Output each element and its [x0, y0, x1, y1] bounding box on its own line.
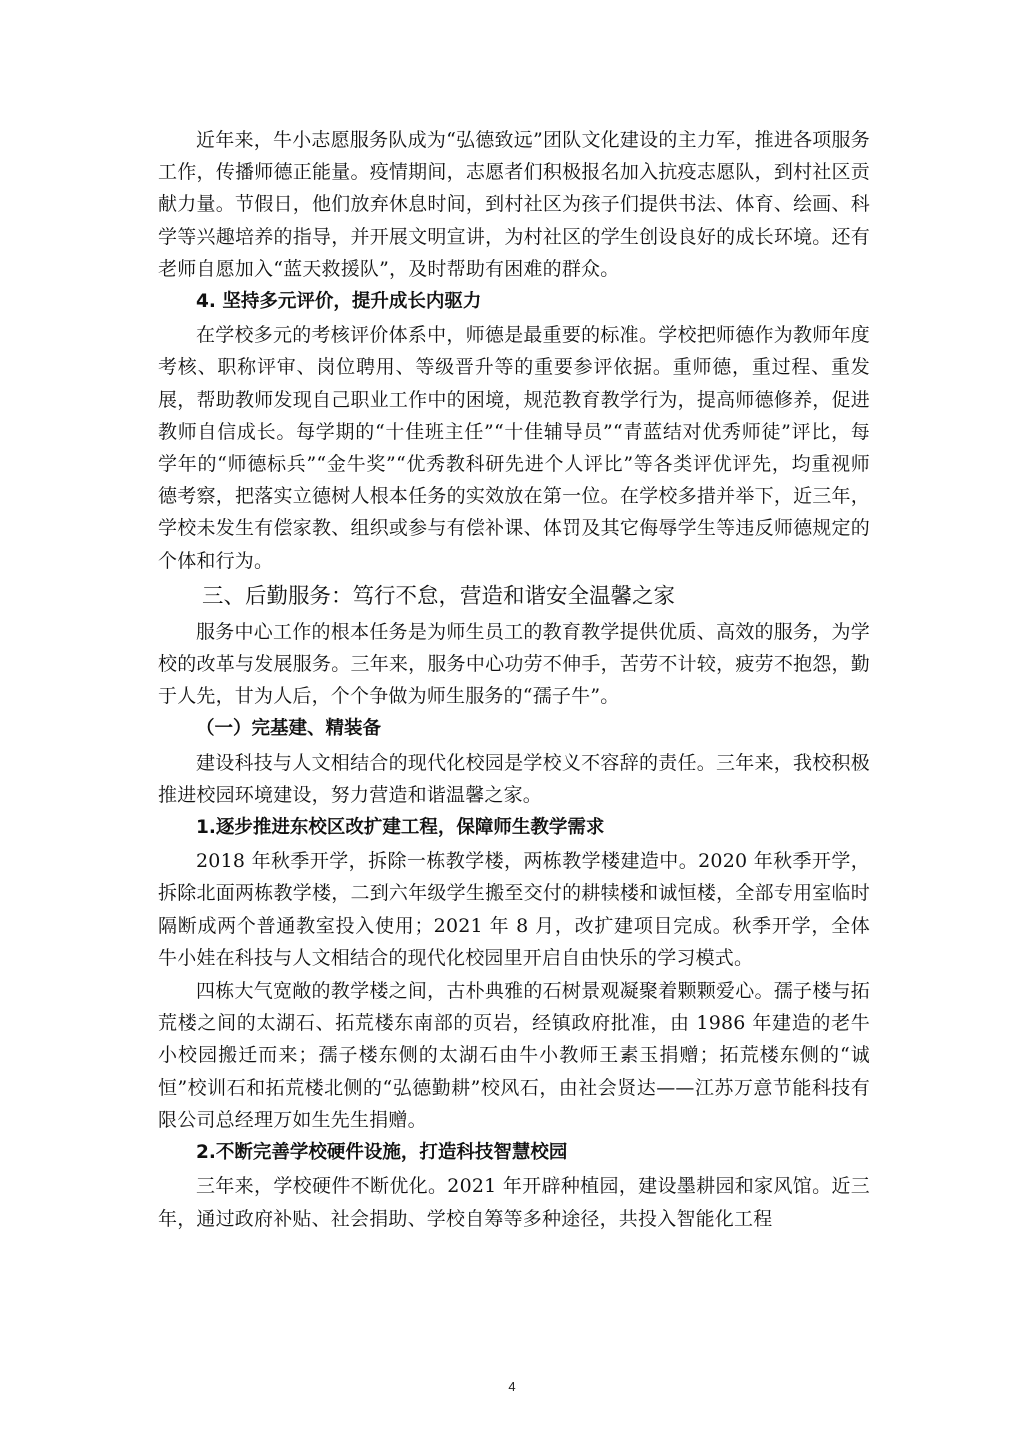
heading-logistics-service: 三、后勤服务：笃行不怠，营造和谐安全温馨之家 [202, 583, 676, 609]
heading-hardware: 2.不断完善学校硬件设施，打造科技智慧校园 [196, 1142, 568, 1164]
paragraph-stone-landscape: 四栋大气宽敞的教学楼之间，古朴典雅的石树景观凝聚着颗颗爱心。孺子楼与拓荒楼之间的太湖石、拓荒楼东南部的页岩，经镇政府批准，由 1986 年建造的老牛小校园搬迁而来；孺子楼东侧的太湖石由牛小教师王素玉捐赠；拓荒楼东侧的“诚恒”校训石和拓荒楼北侧的“弘德勤耕”校风石，由社会贤达——江苏万意节能科技有限公司总经理万如生先生捐赠。 [158, 980, 870, 1131]
paragraph-service-center: 服务中心工作的根本任务是为师生员工的教育教学提供优质、高效的服务，为学校的改革与发展服务。三年来，服务中心功劳不伸手，苦劳不计较，疲劳不抱怨，勤于人先，甘为人后，个个争做为师生服务的“孺子牛”。 [158, 620, 870, 708]
paragraph-hardware-investment: 三年来，学校硬件不断优化。2021 年开辟种植园，建设墨耕园和家风馆。近三年，通过政府补贴、社会捐助、学校自筹等多种途径，共投入智能化工程 [158, 1175, 870, 1230]
paragraph-construction-timeline: 2018 年秋季开学，拆除一栋教学楼，两栋教学楼建造中。2020 年秋季开学，拆除北面两栋教学楼，二到六年级学生搬至交付的耕犊楼和诚恒楼，全部专用室临时隔断成两个普通教室投入使用；2021 年 8 月，改扩建项目完成。秋季开学，全体牛小娃在科技与人文相结合的现代化校园里开启自由快乐的学习模式。 [158, 850, 870, 969]
paragraph-modern-campus: 建设科技与人文相结合的现代化校园是学校义不容辞的责任。三年来，我校积极推进校园环境建设，努力营造和谐温馨之家。 [158, 751, 870, 806]
paragraph-evaluation-system: 在学校多元的考核评价体系中，师德是最重要的标准。学校把师德作为教师年度考核、职称评审、岗位聘用、等级晋升等的重要参评依据。重师德，重过程、重发展，帮助教师发现自己职业工作中的困境，规范教育教学行为，提高师德修养，促进教师自信成长。每学期的“十佳班主任”“十佳辅导员”“青蓝结对优秀师徒”评比，每学年的“师德标兵”“金牛奖”“优秀教科研先进个人评比”等各类评优评先，均重视师德考察，把落实立德树人根本任务的实效放在第一位。在学校多措并举下，近三年，学校未发生有偿家教、组织或参与有偿补课、体罚及其它侮辱学生等违反师德规定的个体和行为。 [158, 324, 870, 572]
paragraph-volunteer-service: 近年来，牛小志愿服务队成为“弘德致远”团队文化建设的主力军，推进各项服务工作，传播师德正能量。疫情期间，志愿者们积极报名加入抗疫志愿队，到村社区贡献力量。节假日，他们放弃休息时间，到村社区为孩子们提供书法、体育、绘画、科学等兴趣培养的指导，并开展文明宣讲，为村社区的学生创设良好的成长环境。还有老师自愿加入“蓝天救援队”，及时帮助有困难的群众。 [158, 129, 870, 280]
page-body [158, 124, 870, 1236]
heading-multi-evaluation: 4. 坚持多元评价，提升成长内驱力 [196, 291, 482, 313]
page-number: 4 [508, 1379, 516, 1394]
heading-infrastructure: （一）完基建、精装备 [196, 718, 382, 740]
heading-east-campus: 1.逐步推进东校区改扩建工程，保障师生教学需求 [196, 817, 605, 839]
